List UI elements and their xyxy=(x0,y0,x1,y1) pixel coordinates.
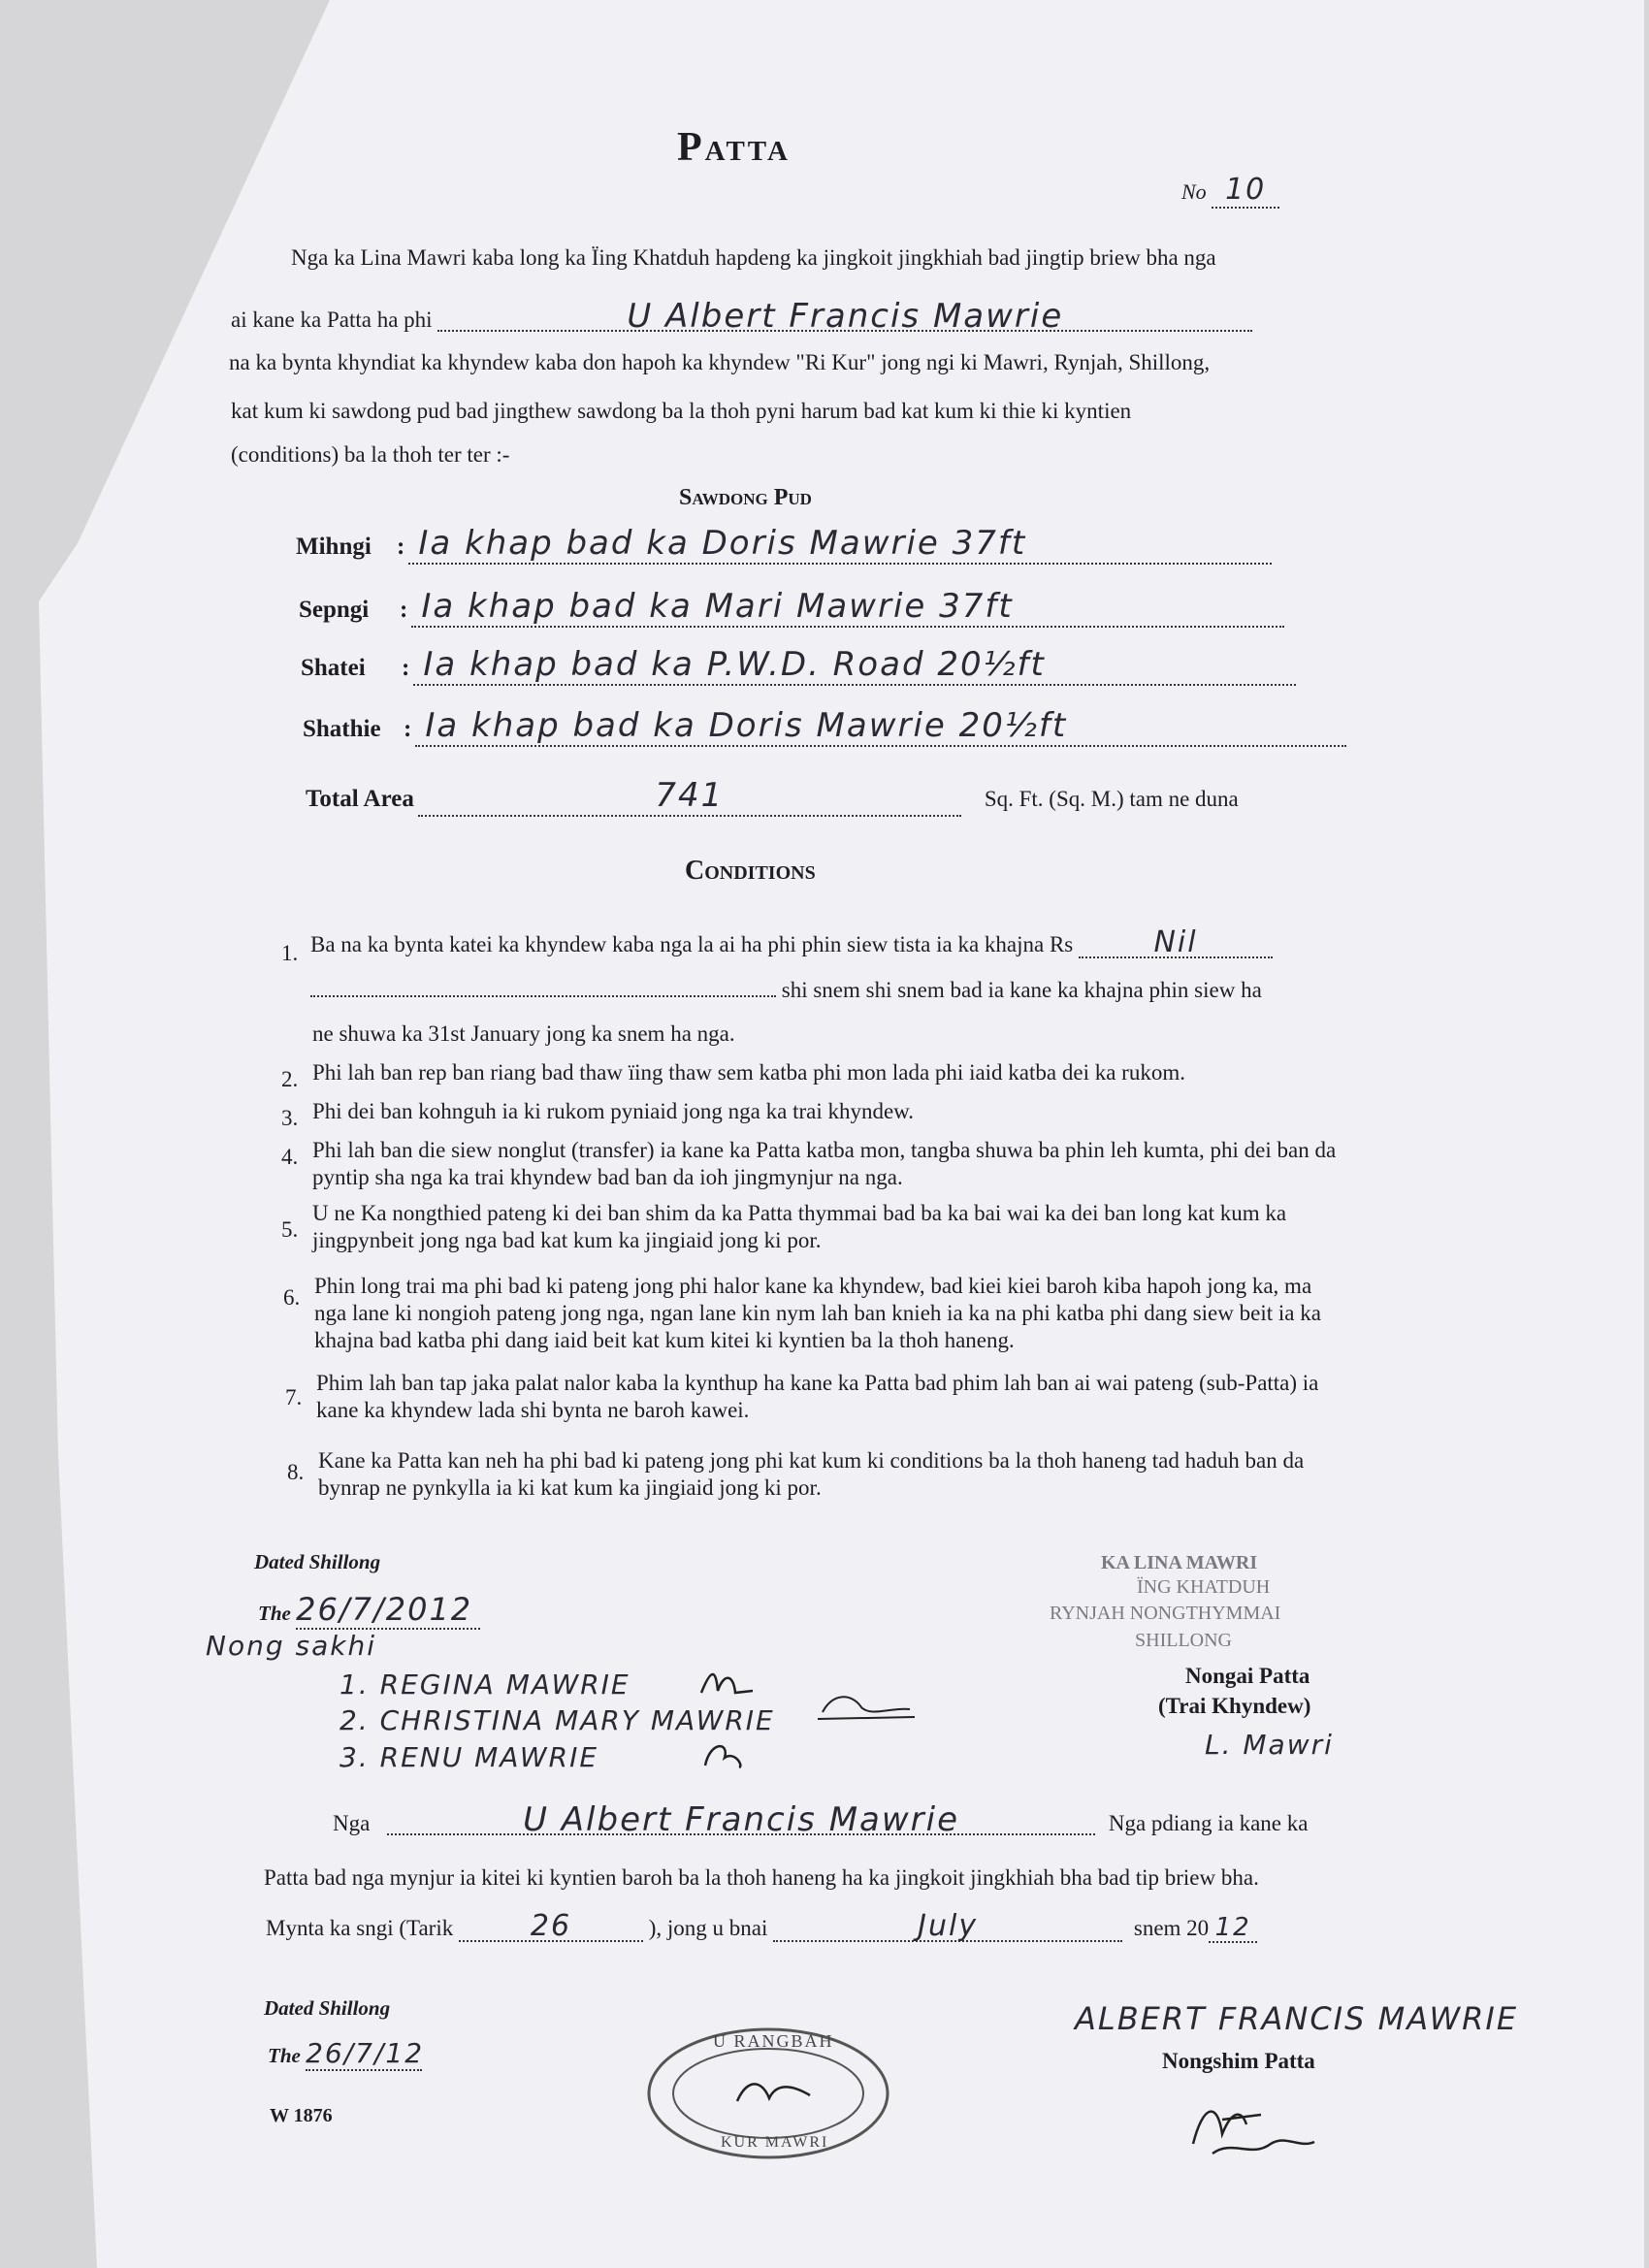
total-area-suffix: Sq. Ft. (Sq. M.) tam ne duna xyxy=(984,787,1239,811)
sawdong-pud-heading: Sawdong Pud xyxy=(679,485,812,510)
condition-5-text: U ne Ka nongthied pateng ki dei ban shim da ka Patta thymmai bad ba ka bai wai ka dei ban long kat kum ka jingpynbeit jong nga bad kat kum ka jingiaid jong ki por. xyxy=(312,1201,1287,1252)
condition-8-text: Kane ka Patta kan neh ha phi bad ki pateng jong phi kat kum ki conditions ba la thoh haneng tad haduh ban da bynrap ne pynkylla ia ki kat kum ka jingiaid jong ki por. xyxy=(318,1448,1305,1500)
no-label: No xyxy=(1181,179,1207,204)
condition-1-line-3: ne shuwa ka 31st January jong ka snem ha nga. xyxy=(312,1021,735,1046)
boundary-value: Ia khap bad ka Doris Mawrie 20½ft xyxy=(415,706,1346,747)
mynta-label: Mynta ka sngi (Tarik xyxy=(266,1916,454,1940)
intro-line-5: (conditions) ba la thoh ter ter :- xyxy=(231,442,510,467)
nongai-title: Nongai Patta xyxy=(1185,1664,1310,1688)
witness-item: 1. REGINA MAWRIE xyxy=(340,1669,630,1701)
boundary-label: Mihngi xyxy=(296,534,372,560)
condition-number: 8. xyxy=(287,1460,305,1484)
stamp-line: SHILLONG xyxy=(1135,1630,1232,1651)
condition-1-text: Ba na ka bynta katei ka khyndew kaba nga la ai ha phi phin siew tista ia ka khajna Rs xyxy=(310,932,1074,956)
condition-4-text: Phi lah ban die siew nonglut (transfer) ia kane ka Patta katba mon, tangba shuwa ba phin leh kumta, phi dei ban da pyntip sha nga ka trai khyndew bad ban da ioh jingmynjur na nga. xyxy=(312,1138,1337,1189)
seal-top-text: U RANGBAH xyxy=(713,2031,834,2051)
boundary-row-shathie: Shathie : Ia khap bad ka Doris Mawrie 20½ft xyxy=(303,706,1346,747)
khajna-amount: Nil xyxy=(1079,929,1273,958)
boundary-value: Ia khap bad ka Mari Mawrie 37ft xyxy=(411,587,1284,628)
condition-number: 2. xyxy=(281,1067,299,1091)
day-value: 26 xyxy=(459,1913,643,1942)
acceptance-suffix: Nga pdiang ia kane ka xyxy=(1108,1811,1309,1835)
stamp-line: ÏNG KHATDUH xyxy=(1137,1576,1271,1598)
snem-label: snem 20 xyxy=(1133,1916,1210,1940)
condition-1-line-2 xyxy=(310,974,1262,1004)
boundary-value: Ia khap bad ka Doris Mawrie 37ft xyxy=(408,524,1272,565)
document-title: Patta xyxy=(677,125,791,170)
nongshim-signature xyxy=(1183,2086,1329,2163)
boundary-label: Sepngi xyxy=(299,597,370,623)
witness-signature-3 xyxy=(700,1736,749,1775)
intro-line-4: kat kum ki sawdong pud bad jingthew sawdong ba la thoh pyni harum bad kat kum ki thie ki kyntien xyxy=(231,399,1132,423)
total-area-value: 741 xyxy=(418,776,961,817)
patta-number xyxy=(1181,173,1279,209)
intro-line-1: Nga ka Lina Mawri kaba long ka Ïing Khatduh hapdeng ka jingkoit jingkhiah bad jingtip briew bha nga xyxy=(291,245,1216,270)
nongshim-title: Nongshim Patta xyxy=(1162,2049,1315,2073)
acceptee-name: U Albert Francis Mawrie xyxy=(387,1806,1095,1835)
form-number: W 1876 xyxy=(270,2105,333,2126)
date-value-2: 26/7/12 xyxy=(306,2037,425,2069)
the-label: The xyxy=(268,2044,301,2067)
total-area-label: Total Area xyxy=(306,786,414,812)
boundary-row-mihngi: Mihngi : Ia khap bad ka Doris Mawrie 37ft xyxy=(296,524,1272,565)
condition-3-text: Phi dei ban kohnguh ia ki rukom pyniaid jong nga ka trai khyndew. xyxy=(312,1099,915,1123)
intro-line-2-prefix: ai kane ka Patta ha phi xyxy=(231,308,433,332)
condition-7-text: Phim lah ban tap jaka palat nalor kaba la kynthup ha kane ka Patta bad phim lah ban ai wai pateng (sub-Patta) ia kane ka khyndew lada shi bynta ne baroh kawei. xyxy=(316,1371,1319,1422)
witness-signature-2 xyxy=(813,1688,920,1727)
condition-number: 1. xyxy=(281,941,299,965)
recipient-name: U Albert Francis Mawrie xyxy=(437,303,1252,332)
acceptance-line-1 xyxy=(333,1800,1309,1839)
the-label: The xyxy=(258,1602,291,1625)
witness-signature-1 xyxy=(696,1664,755,1702)
dated-the-1 xyxy=(258,1591,480,1630)
condition-6-text: Phin long trai ma phi bad ki pateng jong phi halor kane ka khyndew, bad kiei kiei baroh kiba hapoh jong ka, ma nga lane ki nongioh pateng jong nga, ngan lane kin nym lah ban knieh ia ka na phi katba phi dang siew beit ia ka khajna bad katba phi dang iaid beit kat kum kitei ki kyntien ba la thoh haneng. xyxy=(314,1274,1321,1352)
seal-bottom-text: KUR MAWRI xyxy=(721,2134,829,2151)
dated-shillong-2: Dated Shillong xyxy=(264,1996,391,2020)
month-value: July xyxy=(773,1913,1122,1942)
acceptance-line-2: Patta bad nga mynjur ia kitei ki kyntien baroh ba la thoh haneng ha ka jingkoit jingkhiah bha bad tip briew bha. xyxy=(264,1865,1259,1890)
condition-1-line-1 xyxy=(310,925,1273,959)
nongai-signature: L. Mawri xyxy=(1205,1729,1334,1761)
witness-heading: Nong sakhi xyxy=(206,1630,376,1662)
total-area-row xyxy=(306,776,1239,817)
mid-label: ), jong u bnai xyxy=(648,1916,768,1940)
year-value: 12 xyxy=(1209,1914,1257,1943)
condition-1-text-2: shi snem shi snem bad ia kane ka khajna phin siew ha xyxy=(781,978,1262,1002)
nga-label: Nga xyxy=(333,1811,371,1835)
stamp-line: KA LINA MAWRI xyxy=(1101,1552,1258,1573)
boundary-row-shatei: Shatei : Ia khap bad ka P.W.D. Road 20½ft xyxy=(301,645,1296,686)
kur-seal xyxy=(645,2025,892,2161)
nongai-subtitle: (Trai Khyndew) xyxy=(1158,1694,1311,1718)
dated-the-2 xyxy=(268,2037,425,2071)
no-value: 10 xyxy=(1212,173,1279,209)
condition-number: 7. xyxy=(285,1385,303,1409)
boundary-row-sepngi: Sepngi : Ia khap bad ka Mari Mawrie 37ft xyxy=(299,587,1284,628)
stamp-line: RYNJAH NONGTHYMMAI xyxy=(1050,1603,1281,1624)
intro-line-2 xyxy=(231,297,1308,336)
date-value-1: 26/7/2012 xyxy=(296,1591,480,1630)
boundary-label: Shatei xyxy=(301,655,366,681)
condition-number: 5. xyxy=(281,1217,299,1242)
witness-item: 3. RENU MAWRIE xyxy=(340,1741,599,1773)
nongshim-name: ALBERT FRANCIS MAWRIE xyxy=(1075,2000,1519,2037)
condition-number: 4. xyxy=(281,1145,299,1169)
condition-number: 6. xyxy=(283,1285,301,1310)
condition-2-text: Phi lah ban rep ban riang bad thaw ïing thaw sem katba phi mon lada phi iaid katba dei ka rukom. xyxy=(312,1060,1185,1085)
boundary-label: Shathie xyxy=(303,716,381,742)
acceptance-line-3 xyxy=(266,1909,1257,1943)
dated-shillong-1: Dated Shillong xyxy=(254,1550,381,1573)
boundary-value: Ia khap bad ka P.W.D. Road 20½ft xyxy=(413,645,1296,686)
condition-number: 3. xyxy=(281,1106,299,1130)
intro-line-3: na ka bynta khyndiat ka khyndew kaba don hapoh ka khyndew "Ri Kur" jong ngi ki Mawri, Rynjah, Shillong, xyxy=(229,350,1211,374)
witness-item: 2. CHRISTINA MARY MAWRIE xyxy=(340,1704,775,1736)
conditions-heading: Conditions xyxy=(685,856,816,886)
